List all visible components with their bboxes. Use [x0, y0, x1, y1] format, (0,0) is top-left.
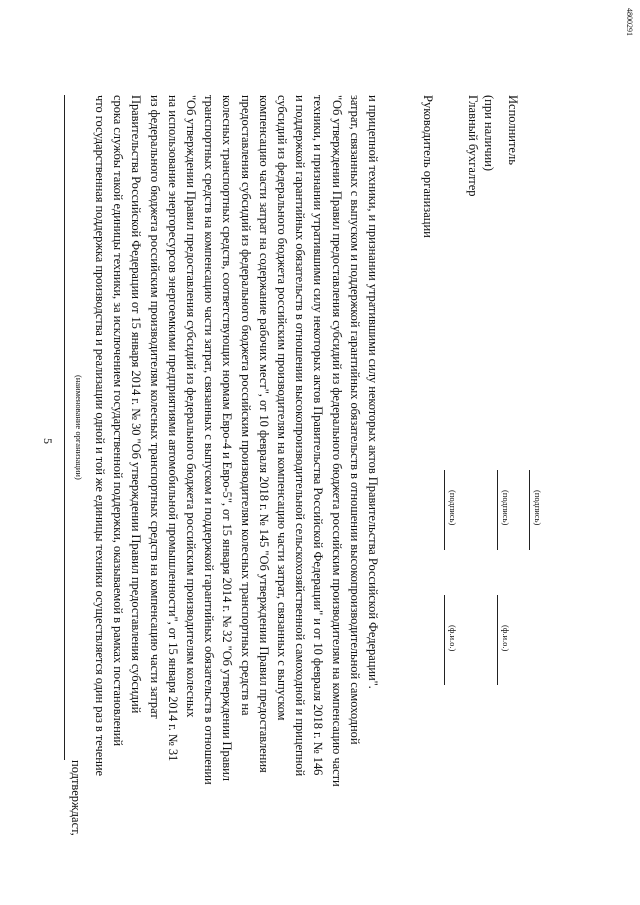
page-number: 5	[41, 438, 55, 444]
full-name-line	[444, 595, 445, 685]
document-code: 4800291	[625, 8, 634, 36]
body-line: Правительства Российской Федерации от 15 января 2014 г. № 30 "Об утверждении Правил предоставления субсидий	[129, 95, 144, 714]
body-line: колесных транспортных средств, соответствующих нормам Евро-4 и Евро-5", от 15 января 2014 г. № 32 "Об утверждении Правил	[220, 95, 235, 781]
organization-name-line	[64, 95, 65, 760]
body-line: и прицепной техники, и признании утратившими силу некоторых актов Правительства Российской Федерации".	[366, 95, 380, 689]
body-line: и поддержкой гарантийных обязательств в отношении высокопроизводительной сельскохозяйственной самоходной и прицепной	[293, 95, 308, 777]
signature-line	[529, 470, 530, 550]
body-line: предоставления субсидий из федерального бюджета российским производителям колесных транспортных средств на	[238, 95, 253, 716]
body-line: срока службы такой единицы техники, за исключением государственной поддержки, оказываемой в рамках постановлений	[111, 95, 126, 747]
full-name-line	[497, 595, 498, 685]
signer-role-label: Руководитель организации	[421, 95, 435, 238]
signer-role-label: (при наличии)	[482, 95, 496, 172]
body-line: затрат, связанных с выпуском и поддержкой гарантийных обязательств в отношении высокопроизводительной самоходной	[347, 95, 362, 745]
signature-caption: (подпись)	[533, 490, 543, 526]
signature-caption: (подпись)	[448, 490, 458, 526]
body-line: "Об утверждении Правил предоставления субсидий из федерального бюджета российским производителям колесных	[184, 95, 198, 718]
signer-role-label: Исполнитель	[506, 95, 520, 165]
signature-line	[444, 470, 445, 550]
body-line: транспортных средств на компенсацию части затрат, связанных с выпуском и поддержкой гарантийных обязательств в отношении	[202, 95, 217, 785]
body-line: компенсацию части затрат на содержание рабочих мест", от 10 февраля 2018 г. № 145 "Об утверждении Правил предоставления	[256, 95, 271, 773]
body-line: из федерального бюджета российским производителям колесных транспортных средств на компенсацию части затрат	[147, 95, 162, 719]
body-line: субсидий из федерального бюджета российским производителям на компенсацию части затрат, связанных с выпуском	[275, 95, 289, 721]
full-name-caption: (ф.и.о.)	[448, 625, 458, 652]
body-line: "Об утверждении Правил предоставления субсидий из федерального бюджета российским производителям на компенсацию части	[329, 95, 344, 787]
body-line: что государственная поддержка производства и реализации одной и той же единицы техники осуществляется один раз в течение	[93, 95, 107, 776]
signature-caption: (подпись)	[501, 490, 511, 526]
organization-name-caption: (наименование организации)	[74, 375, 84, 480]
confirms-text: подтверждаст,	[69, 760, 83, 836]
body-line: на использование энергоресурсов энергоемкими предприятиями автомобильной промышленности", от 15 января 2014 г. № 31	[165, 95, 180, 762]
full-name-caption: (ф.и.о.)	[501, 625, 511, 652]
body-line: техники, и признании утратившими силу некоторых актов Правительства Российской Федерации" и от 10 февраля 2018 г. № 146	[311, 95, 326, 776]
signer-role-label: Главный бухгалтер	[466, 95, 480, 197]
signature-line	[497, 470, 498, 550]
